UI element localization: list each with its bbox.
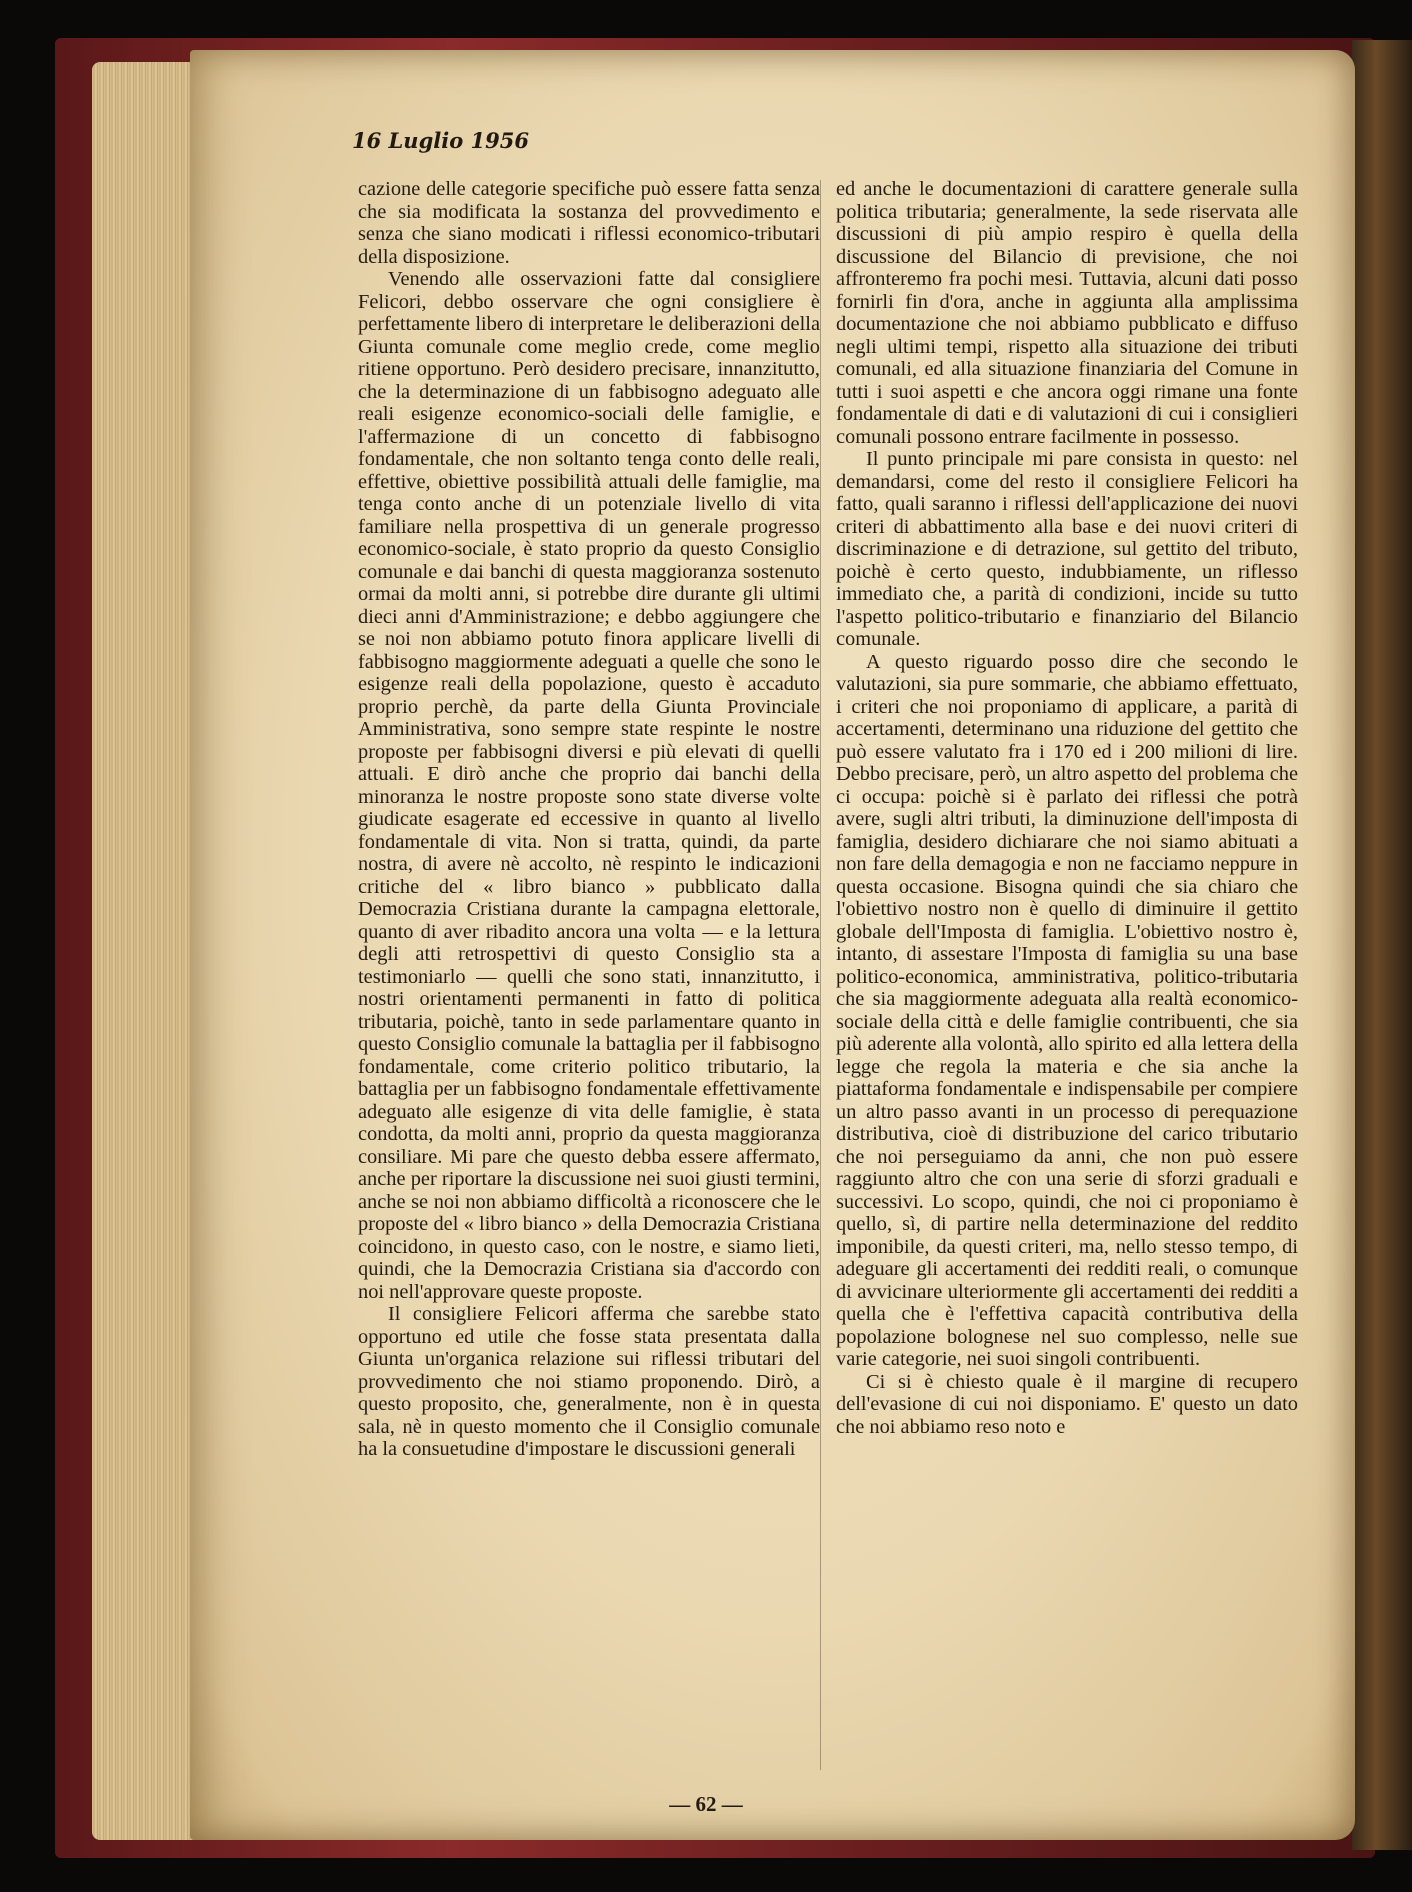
paragraph: ed anche le documentazioni di carattere generale sulla politica tributaria; generalmente, la sede riservata alle discussioni di più ampio respiro è quella della discussione del Bilancio di previsione, che noi affronteremo fra pochi mesi. Tuttavia, alcuni dati posso fornirli fin d'ora, anche in aggiunta alla amplissima documentazione che noi abbiamo pubblicato e diffuso negli ultimi tempi, rispetto alla situazione dei tributi comunali, ed alla situazione finanziaria del Comune in tutti i suoi aspetti e che ancora oggi rimane una fonte fondamentale di dati e di valutazioni di cui i consiglieri comunali possono entrare facilmente in possesso. <box>836 178 1298 448</box>
left-column <box>358 178 820 1461</box>
paragraph: cazione delle categorie specifiche può essere fatta senza che sia modificata la sostanza del provvedimento e senza che siano modicati i riflessi economico-tributari della disposizione. <box>358 178 820 268</box>
paragraph: Il consigliere Felicori afferma che sarebbe stato opportuno ed utile che fosse stata presentata dalla Giunta un'organica relazione sui riflessi tributari del provvedimento che noi stiamo proponendo. Dirò, a questo proposito, che, generalmente, non è in questa sala, nè in questo momento che il Consiglio comunale ha la consuetudine d'impostare le discussioni generali <box>358 1303 820 1460</box>
column-divider <box>820 180 821 1770</box>
facing-page-edge <box>1352 40 1412 1850</box>
paragraph: Ci si è chiesto quale è il margine di recupero dell'evasione di cui noi disponiamo. E' questo un dato che noi abbiamo reso noto e <box>836 1370 1298 1438</box>
page-edges <box>92 62 202 1840</box>
paragraph: Il punto principale mi pare consista in questo: nel demandarsi, come del resto il consigliere Felicori ha fatto, quali saranno i riflessi dell'applicazione dei nuovi criteri di abbattimento alla base e dei nuovi criteri di discriminazione e di detrazione, sul gettito del tributo, poichè è certo questo, indubbiamente, un riflesso immediato che, a parità di condizioni, incide su tutto l'aspetto politico-tributario e finanziario del Bilancio comunale. <box>836 448 1298 650</box>
right-column <box>836 178 1298 1438</box>
running-head: 16 Luglio 1956 <box>352 128 529 153</box>
paragraph: A questo riguardo posso dire che secondo le valutazioni, sia pure sommarie, che abbiamo effettuato, i criteri che noi proponiamo di applicare, a parità di accertamenti, determinano una riduzione del gettito che può essere valutato fra i 170 ed i 200 milioni di lire. Debbo precisare, però, un altro aspetto del problema che ci occupa: poichè si è parlato dei riflessi che potrà avere, sugli altri tributi, la diminuzione dell'imposta di famiglia, desidero dichiarare che noi siamo abituati a non fare della demagogia e non ne facciamo neppure in questa occasione. Bisogna quindi che sia chiaro che l'obiettivo nostro non è quello di diminuire il gettito globale dell'Imposta di famiglia. L'obiettivo nostro è, intanto, di assestare l'Imposta di famiglia su una base politico-economica, amministrativa, politico-tributaria che sia maggiormente adeguata alla realtà economico-sociale della città e delle famiglie contribuenti, che sia più aderente alla volontà, allo spirito ed alla lettera della legge che regola la materia e che sia anche la piattaforma fondamentale e indispensabile per compiere un altro passo avanti in un processo di perequazione distributiva, cioè di distribuzione del carico tributario che noi perseguiamo da anni, che non può essere raggiunto altro che con una serie di sforzi graduali e successivi. Lo scopo, quindi, che noi ci proponiamo è quello, sì, di partire nella determinazione del reddito imponibile, da questi criteri, ma, nello stesso tempo, di adeguare gli accertamenti dei redditi reali, o comunque di avvicinare ulteriormente gli accertamenti dei redditi a quella che è l'effettiva capacità contributiva della popolazione bolognese nel suo complesso, nelle sue varie categorie, nei suoi singoli contribuenti. <box>836 650 1298 1370</box>
page-number: — 62 — <box>669 1792 743 1816</box>
paragraph: Venendo alle osservazioni fatte dal consigliere Felicori, debbo osservare che ogni consigliere è perfettamente libero di interpretare le deliberazioni della Giunta comunale come meglio crede, come meglio ritiene opportuno. Però desidero precisare, innanzitutto, che la determinazione di un fabbisogno adeguato alle reali esigenze economico-sociali delle famiglie, e l'affermazione di un concetto di fabbisogno fondamentale, che non soltanto tenga conto delle reali, effettive, obiettive possibilità attuali delle famiglie, ma tenga conto anche di un potenziale livello di vita familiare nella prospettiva di un generale progresso economico-sociale, è stato proprio da questo Consiglio comunale e dai banchi di questa maggioranza sostenuto ormai da molti anni, si potrebbe dire durante gli ultimi dieci anni d'Amministrazione; e debbo aggiungere che se noi non abbiamo potuto finora applicare livelli di fabbisogno maggiormente adeguati a quelle che sono le esigenze reali della popolazione, questo è accaduto proprio perchè, da parte della Giunta Provinciale Amministrativa, sono sempre state respinte le nostre proposte per fabbisogni diversi e più elevati di quelli attuali. E dirò anche che proprio dai banchi della minoranza le nostre proposte sono state diverse volte giudicate esagerate ed eccessive in quanto al livello fondamentale di vita. Non si tratta, quindi, da parte nostra, di avere nè accolto, nè respinto le indicazioni critiche del « libro bianco » pubblicato dalla Democrazia Cristiana durante la campagna elettorale, quanto di aver ribadito ancora una volta — e la lettura degli atti retrospettivi di questo Consiglio sta a testimoniarlo — quelli che sono stati, innanzitutto, i nostri orientamenti permanenti in fatto di politica tributaria, poichè, tanto in sede parlamentare quanto in questo Consiglio comunale la battaglia per il fabbisogno fondamentale, come criterio politico tributario, la battaglia per un fabbisogno fondamentale effettivamente adeguato alle esigenze di vita delle famiglie, è stata condotta, da molti anni, proprio da questa maggioranza consiliare. Mi pare che questo debba essere affermato, anche per riportare la discussione nei suoi giusti termini, anche se noi non abbiamo difficoltà a riconoscere che le proposte del « libro bianco » della Democrazia Cristiana coincidono, in questo caso, con le nostre, e siamo lieti, quindi, che la Democrazia Cristiana sia d'accordo con noi nell'approvare queste proposte. <box>358 268 820 1303</box>
